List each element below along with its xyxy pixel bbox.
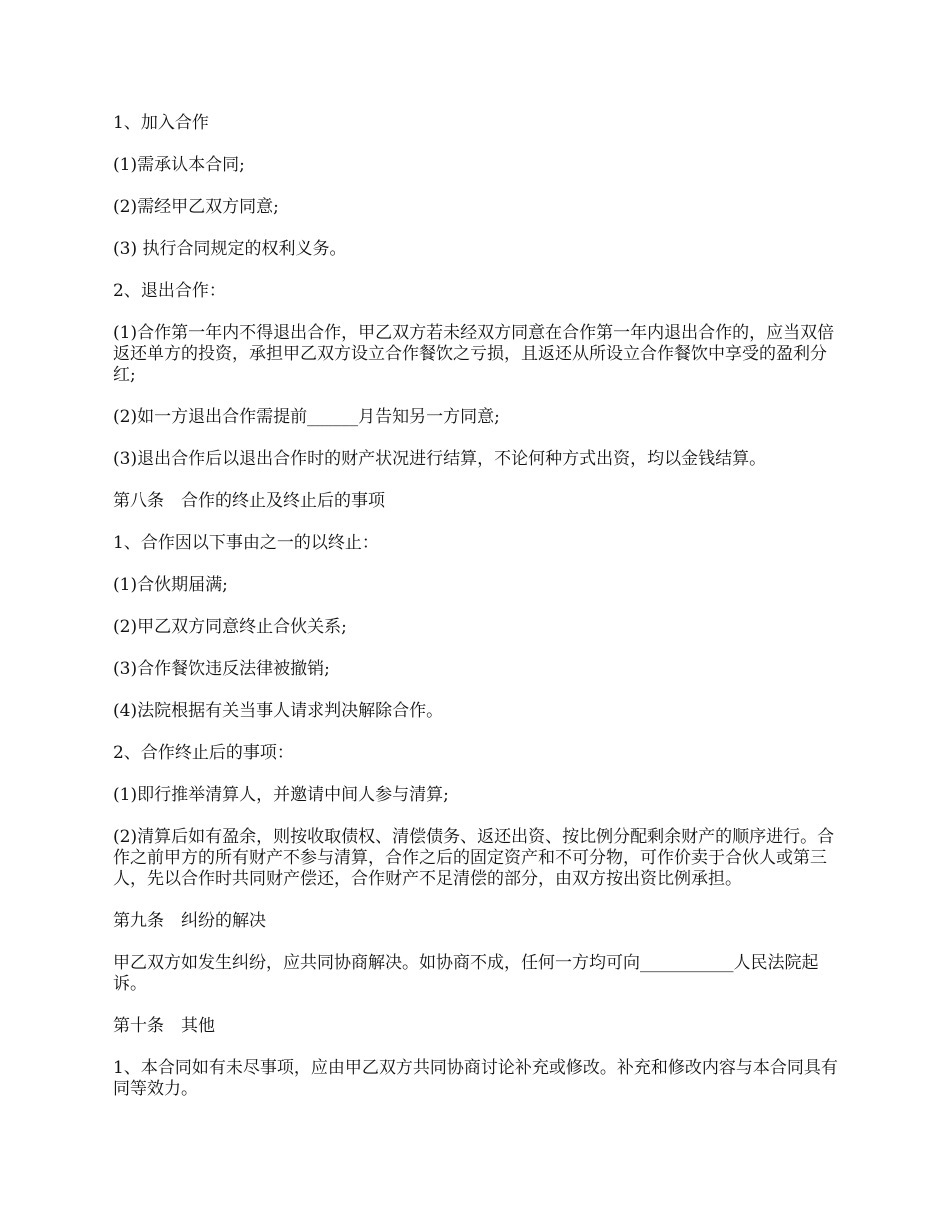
termination-item-3: (3)合作餐饮违反法律被撤销;	[113, 659, 330, 679]
post-termination-heading: 2、合作终止后的事项：	[113, 743, 294, 763]
article-8-title: 第八条 合作的终止及终止后的事项	[113, 491, 385, 511]
dispute-resolution-text: 甲乙双方如发生纠纷，应共同协商解决。如协商不成，任何一方均可向___________人民法院起诉。	[113, 953, 819, 994]
article-10-title: 第十条 其他	[113, 1016, 215, 1036]
other-item-1: 1、本合同如有未尽事项，应由甲乙双方共同协商讨论补充或修改。补充和修改内容与本合同具有同等效力。	[113, 1058, 838, 1099]
post-termination-item-1: (1)即行推举清算人，并邀请中间人参与清算;	[113, 785, 449, 805]
join-item-3: (3) 执行合同规定的权利义务。	[113, 239, 347, 259]
join-item-2: (2)需经甲乙双方同意;	[113, 197, 279, 217]
join-item-1: (1)需承认本合同;	[113, 155, 245, 175]
clause-exit-heading: 2、退出合作：	[113, 281, 226, 301]
clause-join-heading: 1、加入合作	[113, 113, 209, 133]
article-9-title: 第九条 纠纷的解决	[113, 911, 266, 931]
document-body	[113, 113, 840, 1121]
exit-item-2: (2)如一方退出合作需提前______月告知另一方同意;	[113, 407, 500, 427]
termination-item-4: (4)法院根据有关当事人请求判决解除合作。	[113, 701, 444, 721]
exit-item-3: (3)退出合作后以退出合作时的财产状况进行结算，不论何种方式出资，均以金钱结算。	[113, 449, 767, 469]
exit-item-1: (1)合作第一年内不得退出合作，甲乙双方若未经双方同意在合作第一年内退出合作的，应当双倍返还单方的投资，承担甲乙双方设立合作餐饮之亏损，且返还从所设立合作餐饮中享受的盈利分红;	[113, 323, 835, 385]
termination-item-1: (1)合伙期届满;	[113, 575, 228, 595]
termination-item-2: (2)甲乙双方同意终止合伙关系;	[113, 617, 347, 637]
post-termination-item-2: (2)清算后如有盈余，则按收取债权、清偿债务、返还出资、按比例分配剩余财产的顺序进行。合作之前甲方的所有财产不参与清算，合作之后的固定资产和不可分物，可作价卖于合伙人或第三人，先以合作时共同财产偿还，合作财产不足清偿的部分，由双方按出资比例承担。	[113, 827, 835, 889]
termination-heading: 1、合作因以下事由之一的以终止：	[113, 533, 379, 553]
